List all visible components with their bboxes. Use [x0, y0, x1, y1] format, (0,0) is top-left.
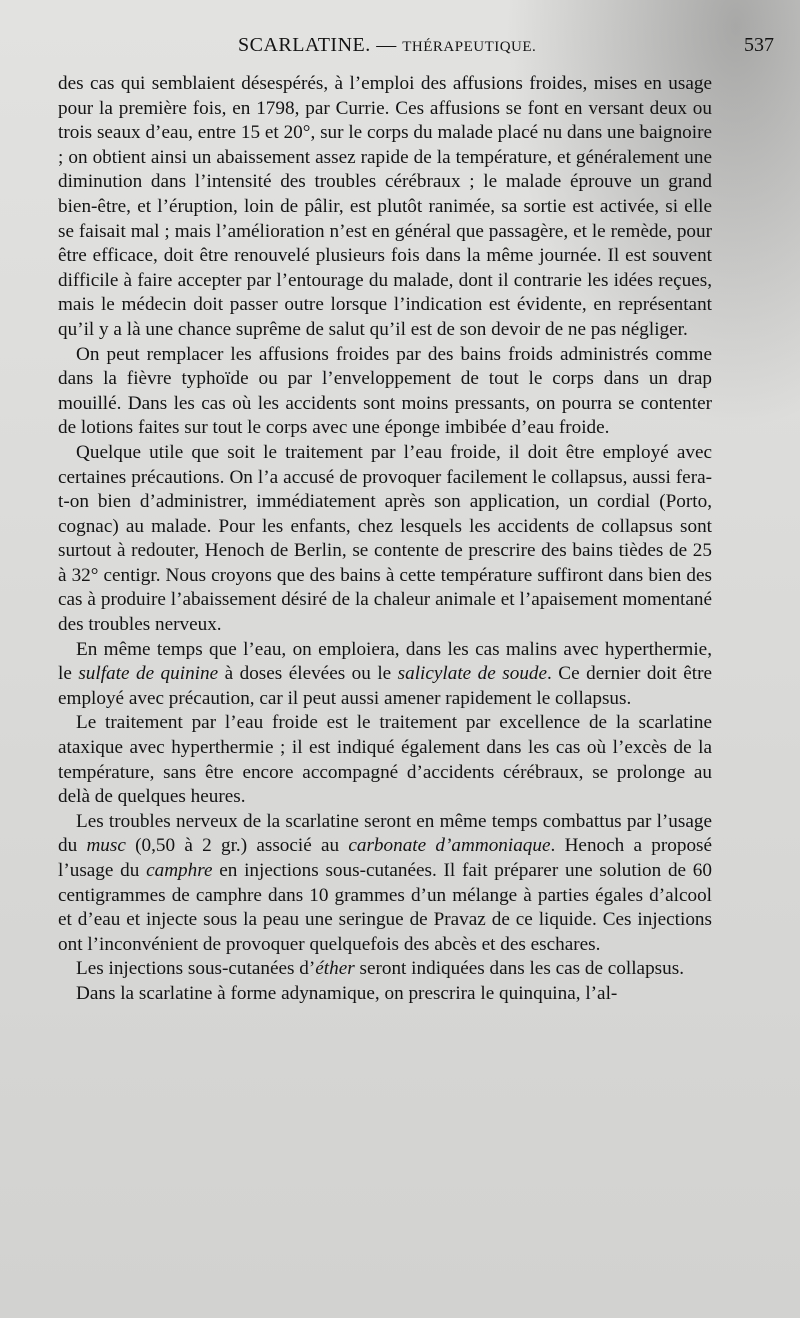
text-run: seront indiquées dans les cas de collapsus.	[354, 958, 684, 980]
italic-term: sulfate de quinine	[78, 663, 219, 685]
text-run: . Henoch a proposé l’usage du	[58, 835, 713, 881]
paragraph	[58, 711, 712, 809]
body-text	[58, 72, 712, 1007]
paragraph	[58, 441, 712, 638]
text-run: en injections sous-cutanées. Il fait préparer une solution de 60 centigrammes de camphre dans 10 grammes d’un mélange à parties égales d’alcool et d’eau et injecte sous la peau une seringue de Pravaz de ce liquide. Ces injections ont l’inconvénient de provoquer quelquefois des abcès et des eschares.	[58, 860, 712, 955]
page-number: 537	[744, 34, 774, 56]
section-title: THÉRAPEUTIQUE.	[402, 39, 537, 55]
text-run: Quelque utile que soit le traitement par l’eau froide, il doit être employé avec certaines précautions. On l’a accusé de provoquer facilement le collapsus, aussi fera-t-on bien d’administrer, immédiatement après son application, un cordial (Porto, cognac) au malade. Pour les enfants, chez lesquels les accidents de collapsus sont surtout à redouter, Henoch de Berlin, se contente de prescrire des bains tièdes de 25 à 32° centigr. Nous croyons que des bains à cette température suffiront dans bien des cas à produire l’abaissement désiré de la chaleur animale et l’apaisement momentané des troubles nerveux.	[58, 441, 712, 636]
italic-term: salicylate de soude	[397, 663, 548, 685]
text-run: On peut remplacer les affusions froides par des bains froids administrés comme dans la fièvre typhoïde ou par l’enveloppement de tout le corps dans un drap mouillé. Dans les cas où les accidents sont moins pressants, on pourra se contenter de lotions faites sur tout le corps avec une éponge imbibée d’eau froide.	[58, 343, 712, 439]
text-run: Le traitement par l’eau froide est le traitement par excellence de la scarlatine ataxique avec hyperthermie ; il est indiqué également dans les cas où l’excès de la température, sans être encore accompagné d’accidents cérébraux, se prolonge au delà de quelques heures.	[58, 712, 712, 808]
text-run: des cas qui semblaient désespérés, à l’emploi des affusions froides, mises en usage pour la première fois, en 1798, par Currie. Ces affusions se font en versant deux ou trois seaux d’eau, entre 15 et 20°, sur le corps du malade placé nu dans une baignoire ; on obtient ainsi un abaissement assez rapide de la température, et généralement une diminution dans l’intensité des troubles cérébraux ; le malade éprouve un grand bien-être, et l’éruption, loin de pâlir, est plutôt ranimée, sa sortie est activée, si elle se faisait mal ; mais l’amélioration n’est en général que passagère, et le remède, pour être efficace, doit être renouvelé plusieurs fois dans la même journée. Il est souvent difficile à faire accepter par l’entourage du malade, dont il contrarie les idées reçues, mais le médecin doit passer outre lorsque l’indication est évidente, en représentant qu’il y a là une chance suprême de salut qu’il est de son devoir de ne pas négliger.	[58, 73, 712, 340]
text-run: Dans la scarlatine à forme adynamique, on prescrira le quinquina, l’al-	[76, 982, 618, 1004]
text-run: (0,50 à 2 gr.) associé au	[125, 835, 349, 857]
italic-term: carbonate d’ammoniaque	[348, 835, 551, 857]
paragraph	[58, 957, 712, 982]
italic-term: éther	[315, 958, 355, 980]
running-head	[238, 34, 536, 57]
paragraph	[58, 343, 712, 441]
text-run: Les troubles nerveux de la scarlatine seront en même temps combattus par l’usage du	[58, 810, 712, 857]
italic-term: musc	[86, 835, 126, 857]
italic-term: camphre	[146, 860, 213, 881]
paragraph	[58, 810, 712, 958]
paragraph	[58, 982, 712, 1007]
text-run: En même temps que l’eau, on emploiera, dans les cas malins avec hyperthermie, le	[58, 638, 712, 685]
paragraph	[58, 638, 712, 712]
page-header	[58, 34, 780, 64]
title-dash: —	[376, 34, 397, 56]
paragraph	[58, 72, 712, 343]
text-run: . Ce dernier doit être employé avec précaution, car il peut aussi amener rapidement le collapsus.	[58, 663, 712, 709]
text-run: Les injections sous-cutanées d’	[76, 958, 316, 980]
running-title: SCARLATINE.	[238, 34, 371, 56]
text-run: à doses élevées ou le	[218, 663, 398, 685]
